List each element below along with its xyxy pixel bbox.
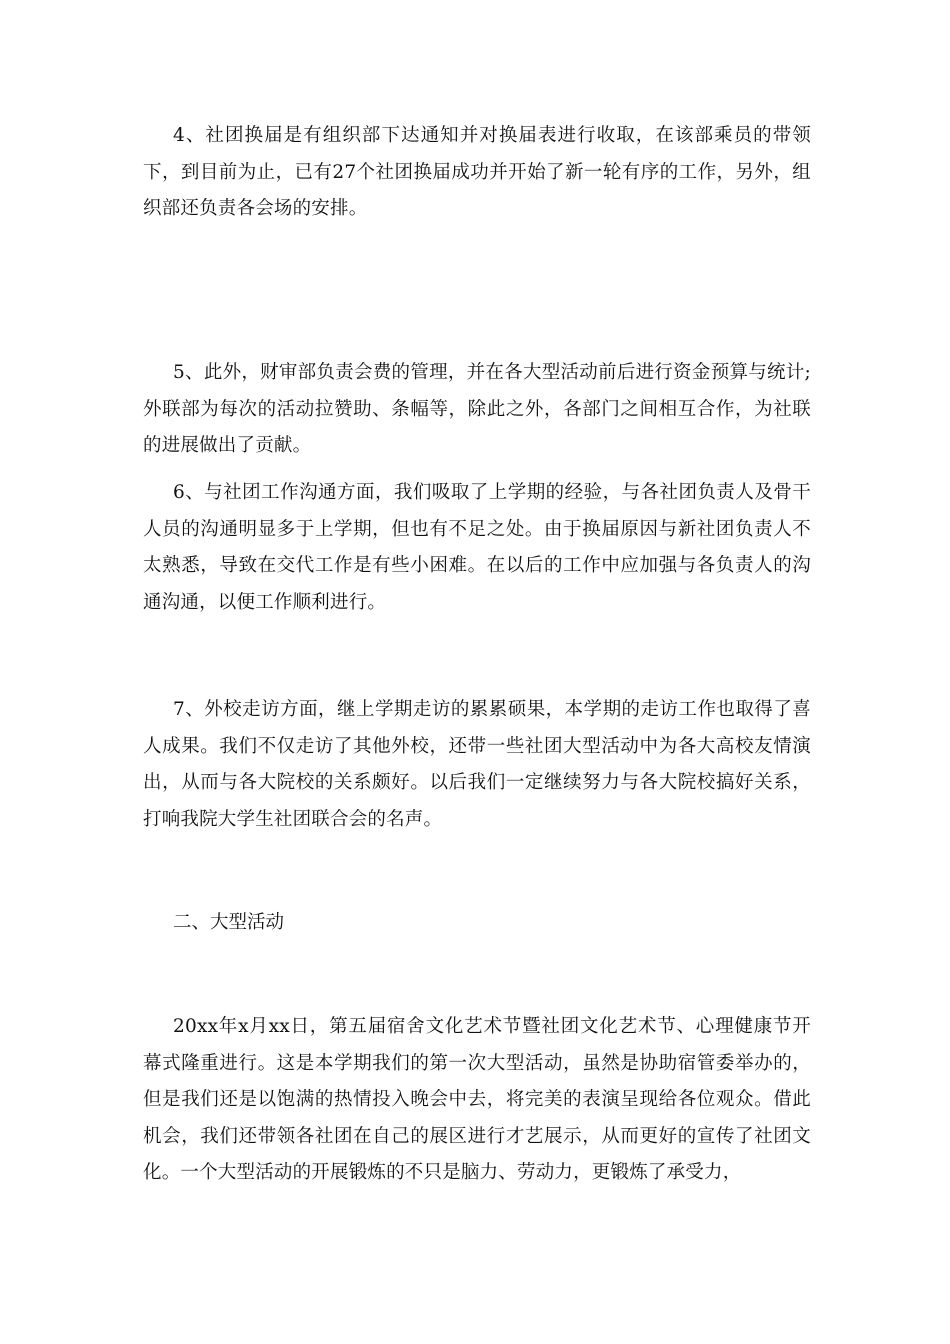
paragraph-item-6: 6、与社团工作沟通方面，我们吸取了上学期的经验，与各社团负责人及骨干人员的沟通明显多于上学期，但也有不足之处。由于换届原因与新社团负责人不太熟悉，导致在交代工作是有些小困难。在以后的工作中应加强与各负责人的沟通沟通，以便工作顺利进行。	[143, 482, 811, 613]
paragraph-item-4: 4、社团换届是有组织部下达通知并对换届表进行收取，在该部乘员的带领下，到目前为止，已有27个社团换届成功并开始了新一轮有序的工作，另外，组织部还负责各会场的安排。	[143, 125, 811, 219]
paragraph-item-5: 5、此外，财审部负责会费的管理，并在各大型活动前后进行资金预算与统计;外联部为每次的活动拉赞助、条幅等，除此之外，各部门之间相互合作，为社联的进展做出了贡献。	[143, 362, 811, 456]
paragraph-opening-ceremony: 20xx年x月xx日，第五届宿舍文化艺术节暨社团文化艺术节、心理健康节开幕式隆重进行。这是本学期我们的第一次大型活动，虽然是协助宿管委举办的，但是我们还是以饱满的热情投入晚会中去，将完美的表演呈现给各位观众。借此机会，我们还带领各社团在自己的展区进行才艺展示，从而更好的宣传了社团文化。一个大型活动的开展锻炼的不只是脑力、劳动力，更锻炼了承受力，	[143, 1016, 811, 1183]
section-heading-large-activities: 二、大型活动	[173, 912, 285, 933]
paragraph-item-7: 7、外校走访方面，继上学期走访的累累硕果，本学期的走访工作也取得了喜人成果。我们不仅走访了其他外校，还带一些社团大型活动中为各大高校友情演出，从而与各大院校的关系颇好。以后我们一定继续努力与各大院校搞好关系，打响我院大学生社团联合会的名声。	[143, 699, 811, 830]
